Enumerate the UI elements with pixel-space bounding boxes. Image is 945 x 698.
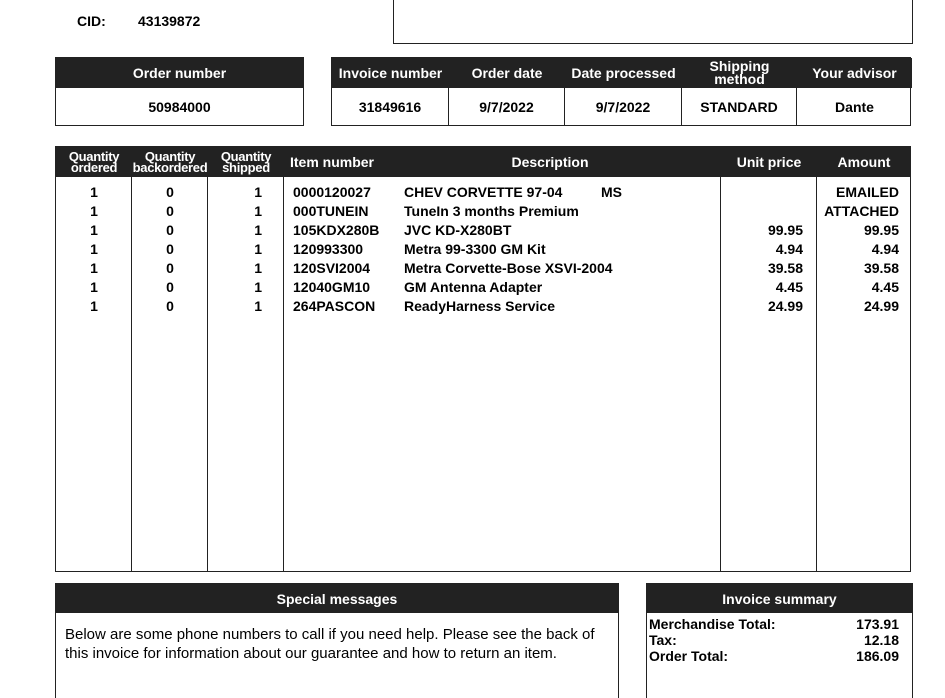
item-description: GM Antenna Adapter bbox=[404, 279, 543, 295]
qty-ordered: 1 bbox=[90, 241, 98, 257]
amount: 99.95 bbox=[863, 222, 899, 238]
invoice-number-header: Invoice number bbox=[332, 58, 449, 88]
item-number: 105KDX280B bbox=[293, 222, 380, 238]
your-advisor-header: Your advisor bbox=[797, 58, 912, 88]
item-number-header: Item number bbox=[289, 154, 374, 170]
unit-price: 99.95 bbox=[767, 222, 803, 238]
invoice-summary-header: Invoice summary bbox=[647, 584, 912, 613]
table-row bbox=[56, 298, 910, 317]
item-number: 0000120027 bbox=[293, 184, 371, 200]
order-number-value: 50984000 bbox=[148, 98, 211, 115]
order-number-header: Order number bbox=[56, 58, 303, 88]
summary-row-tax bbox=[647, 632, 912, 648]
qty-backordered: 0 bbox=[166, 298, 174, 314]
summary-row-merchandise bbox=[647, 616, 912, 632]
items-table bbox=[55, 146, 911, 572]
qty-shipped: 1 bbox=[254, 260, 262, 276]
qty-backordered: 0 bbox=[166, 184, 174, 200]
item-number: 000TUNEIN bbox=[293, 203, 369, 219]
unit-price: 24.99 bbox=[767, 298, 803, 314]
item-description: TuneIn 3 months Premium bbox=[404, 203, 579, 219]
date-processed-value: 9/7/2022 bbox=[565, 88, 682, 125]
item-number: 264PASCON bbox=[293, 298, 376, 314]
summary-row-order-total bbox=[647, 648, 912, 664]
table-row bbox=[56, 241, 910, 260]
cid-value: 43139872 bbox=[138, 13, 201, 29]
table-row bbox=[56, 260, 910, 279]
invoice-number-value: 31849616 bbox=[332, 88, 449, 125]
shipping-method-header: Shipping method bbox=[682, 58, 797, 88]
cid-label: CID: bbox=[77, 13, 106, 29]
amount: 39.58 bbox=[863, 260, 899, 276]
description-header: Description bbox=[511, 154, 589, 170]
item-description: Metra 99-3300 GM Kit bbox=[404, 241, 546, 257]
amount: 4.94 bbox=[871, 241, 899, 257]
qty-backordered: 0 bbox=[166, 222, 174, 238]
unit-price: 4.45 bbox=[775, 279, 803, 295]
qty-shipped: 1 bbox=[254, 184, 262, 200]
qty-shipped: 1 bbox=[254, 298, 262, 314]
amount-header: Amount bbox=[837, 154, 891, 170]
invoice-summary-box bbox=[646, 583, 913, 698]
amount: 4.45 bbox=[871, 279, 899, 295]
qty-shipped: 1 bbox=[254, 203, 262, 219]
special-messages-header: Special messages bbox=[56, 584, 618, 613]
qty-ordered: 1 bbox=[90, 260, 98, 276]
qty-ordered: 1 bbox=[90, 298, 98, 314]
qty-ordered: 1 bbox=[90, 222, 98, 238]
invoice-summary-body bbox=[647, 613, 912, 664]
shipping-method-value: STANDARD bbox=[682, 88, 797, 125]
order-date-value: 9/7/2022 bbox=[449, 88, 565, 125]
qty-shipped: 1 bbox=[254, 279, 262, 295]
table-row bbox=[56, 184, 910, 203]
qty-backordered: 0 bbox=[166, 279, 174, 295]
amount: EMAILED bbox=[836, 184, 899, 200]
table-row bbox=[56, 279, 910, 298]
qty-backordered: 0 bbox=[166, 260, 174, 276]
special-messages-box bbox=[55, 583, 619, 698]
qty-ordered: 1 bbox=[90, 279, 98, 295]
summary-label: Tax: bbox=[649, 632, 677, 648]
item-number: 120SVI2004 bbox=[293, 260, 371, 276]
item-description: Metra Corvette-Bose XSVI-2004 bbox=[404, 260, 613, 276]
order-number-box bbox=[55, 57, 304, 126]
item-description-extra: MS bbox=[601, 184, 622, 200]
qty-shipped: 1 bbox=[254, 222, 262, 238]
summary-label: Order Total: bbox=[649, 648, 729, 664]
special-messages-text: Below are some phone numbers to call if you need help. Please see the back of this invoice for information about our guarantee and how to return an item. bbox=[65, 626, 595, 662]
item-description: JVC KD-X280BT bbox=[404, 222, 512, 238]
item-description: ReadyHarness Service bbox=[404, 298, 555, 314]
item-description: CHEV CORVETTE 97-04 bbox=[404, 184, 563, 200]
summary-value: 12.18 bbox=[863, 632, 899, 648]
table-row bbox=[56, 203, 910, 222]
your-advisor-value: Dante bbox=[835, 98, 874, 115]
summary-value: 173.91 bbox=[856, 616, 899, 632]
summary-value: 186.09 bbox=[856, 648, 899, 664]
invoice-info-box bbox=[331, 57, 911, 126]
unit-price: 39.58 bbox=[767, 260, 803, 276]
qty-backordered: 0 bbox=[166, 241, 174, 257]
qty-backordered-header: Quantity backordered bbox=[132, 149, 208, 175]
item-number: 120993300 bbox=[293, 241, 364, 257]
unit-price-header: Unit price bbox=[736, 154, 802, 170]
amount: 24.99 bbox=[863, 298, 899, 314]
summary-label: Merchandise Total: bbox=[649, 616, 776, 632]
unit-price: 4.94 bbox=[775, 241, 803, 257]
qty-ordered: 1 bbox=[90, 203, 98, 219]
item-number: 12040GM10 bbox=[293, 279, 371, 295]
qty-ordered: 1 bbox=[90, 184, 98, 200]
date-processed-header: Date processed bbox=[565, 58, 682, 88]
qty-ordered-header: Quantity ordered bbox=[68, 149, 120, 175]
address-box bbox=[393, 0, 913, 44]
order-date-header: Order date bbox=[449, 58, 565, 88]
qty-shipped-header: Quantity shipped bbox=[220, 149, 272, 175]
amount: ATTACHED bbox=[824, 203, 899, 219]
table-row bbox=[56, 222, 910, 241]
qty-backordered: 0 bbox=[166, 203, 174, 219]
qty-shipped: 1 bbox=[254, 241, 262, 257]
